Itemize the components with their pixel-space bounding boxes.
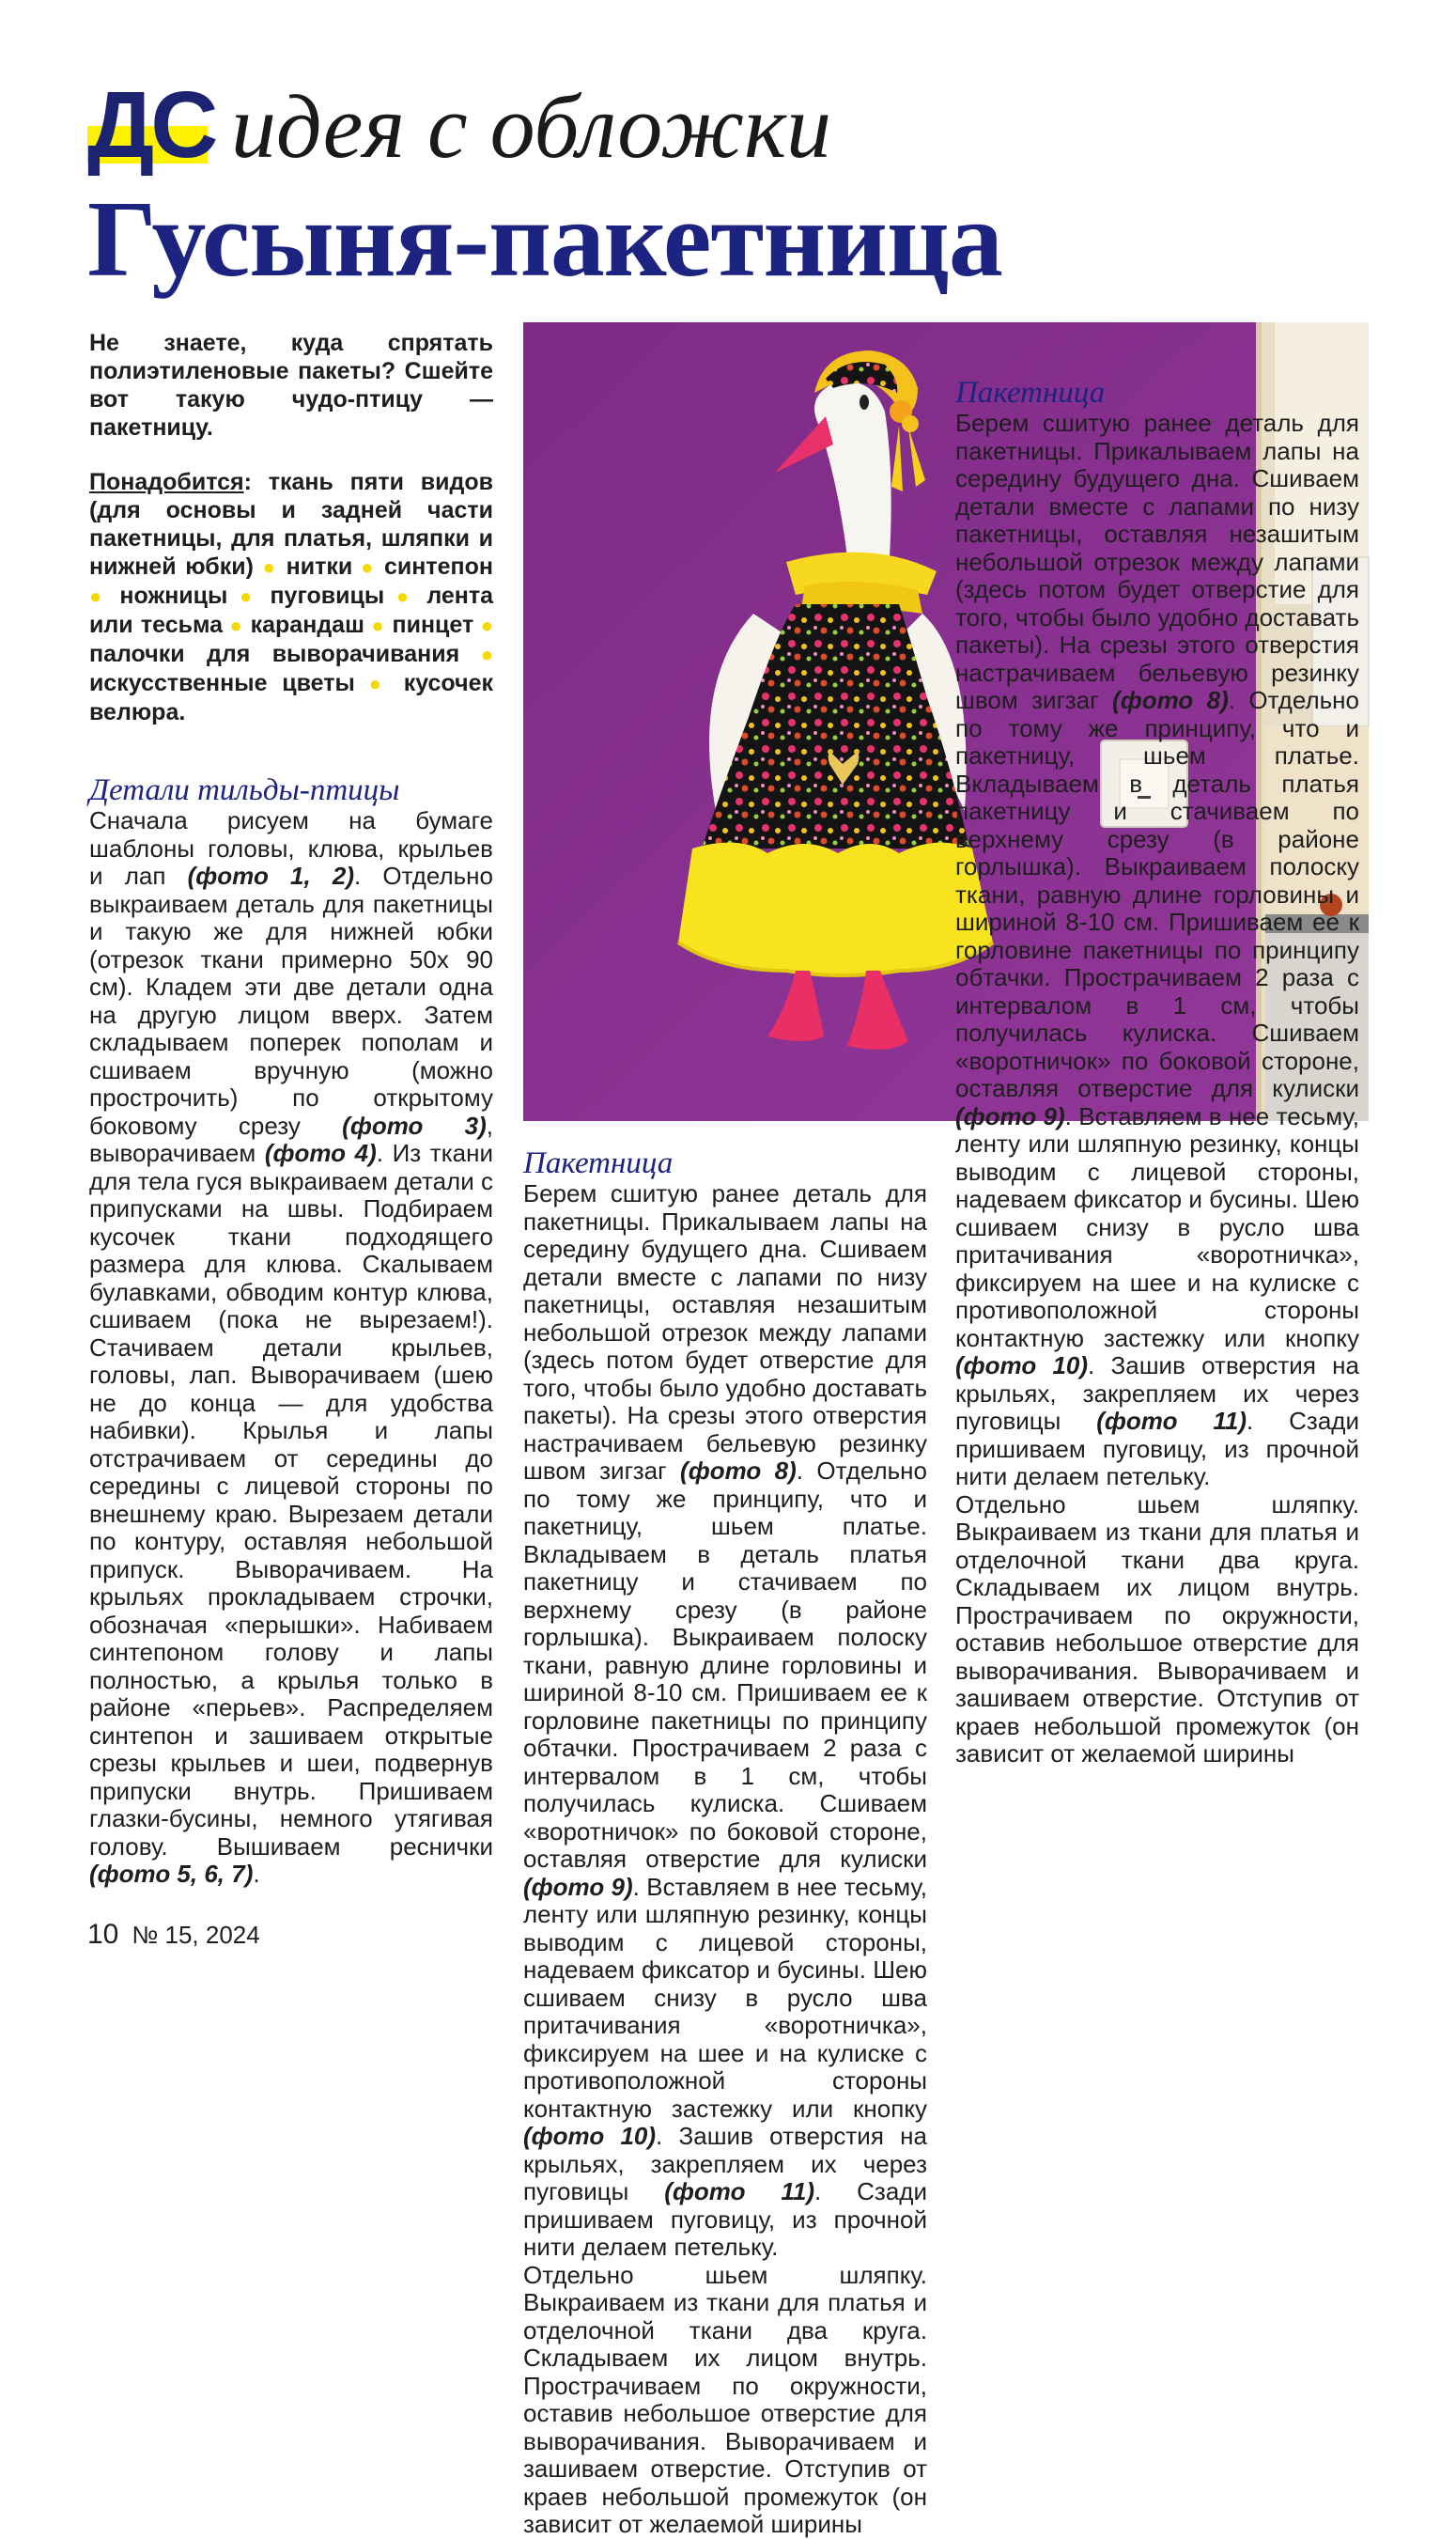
section-body: Берем сшитую ранее деталь для пакетницы. Прикалываем лапы на середину будущего дна. Сшиваем детали вместе с лапами по низу пакетницы, оставляя незашитым небольшой отрезок между лапами (здесь потом будет отверстие для того, чтобы было удобно доставать пакеты). На срезы этого отверстия настрачиваем бельевую резинку швом зигзаг (фото 8). Отдельно по тому же принципу, что и пакетницу, шьем платье. Вкладываем в деталь платья пакетницу и стачиваем по верхнему срезу (в районе горлышка). Выкраиваем полоску ткани, равную длине горловины и шириной 8-10 см. Пришиваем ее к горловине пакетницы по принципу обтачки. Прострачиваем 2 раза с интервалом в 1 см, чтобы получилась кулиска. Сшиваем «воротничок» по боковой стороне, оставляя отверстие для кулиски (фото 9). Вставляем в нее тесьму, ленту или шляпную резинку, концы выводим с лицевой стороны, надеваем фиксатор и бусины. Шею сшиваем снизу в русло шва притачивания «воротничка», фиксируем на шее и на кулиске с противоположной стороны контактную застежку или кнопку (фото 10). Зашив отверстия на крыльях, закрепляем их через пуговицы (фото 11). Сзади пришиваем пуговицу, из прочной нити делаем петельку.	[523, 1179, 927, 2261]
section-body: Берем сшитую ранее деталь для пакетницы. Прикалываем лапы на середину будущего дна. Сшиваем детали вместе с лапами по низу пакетницы, оставляя незашитым небольшой отрезок между лапами (здесь потом будет отверстие для того, чтобы было удобно доставать пакеты). На срезы этого отверстия настрачиваем бельевую резинку швом зигзаг (фото 8). Отдельно по тому же принципу, что и пакетницу, шьем платье. Вкладываем в деталь платья пакетницу и стачиваем по верхнему срезу (в районе горлышка). Выкраиваем полоску ткани, равную длине горловины и шириной 8-10 см. Пришиваем ее к горловине пакетницы по принципу обтачки. Прострачиваем 2 раза с интервалом в 1 см, чтобы получилась кулиска. Сшиваем «воротничок» по боковой стороне, оставляя отверстие для кулиски (фото 9). Вставляем в нее тесьму, ленту или шляпную резинку, концы выводим с лицевой стороны, надеваем фиксатор и бусины. Шею сшиваем снизу в русло шва притачивания «воротничка», фиксируем на шее и на кулиске с противоположной стороны контактную застежку или кнопку (фото 10). Зашив отверстия на крыльях, закрепляем их через пуговицы (фото 11). Сзади пришиваем пуговицу, из прочной нити делаем петельку.	[955, 409, 1359, 1490]
section-body-hat: Отдельно шьем шляпку. Выкраиваем из ткани для платья и отделочной ткани два круга. Складываем их лицом внутрь. Прострачиваем по окружности, оставив небольшое отверстие для выворачивания. Выворачиваем и зашиваем отверстие. Отступив от краев небольшой промежуток (он зависит от желаемой ширины	[523, 2260, 927, 2538]
material-item: карандаш	[250, 612, 364, 638]
material-item: ножницы	[119, 583, 228, 609]
section-details	[89, 773, 493, 1889]
section-heading: Детали тильды-птицы	[89, 773, 400, 807]
page-number: 10	[87, 1919, 119, 1950]
material-item: кусочек велюра.	[89, 670, 493, 725]
article-title: Гусыня-пакетница	[87, 179, 1002, 300]
material-item: пуговицы	[270, 583, 385, 609]
bullet-icon: ●	[473, 614, 493, 637]
materials-label: Понадобится	[89, 469, 244, 495]
bullet-icon: ●	[352, 555, 385, 579]
bullet-icon: ●	[364, 614, 393, 637]
section-body: Сначала рисуем на бумаге шаблоны головы, клюва, крыльев и лап (фото 1, 2). Отдельно выкраиваем деталь для пакетницы и такую же для нижней юбки (отрезок ткани примерно 50х 90 см). Кладем эти две детали одна на другую лицом вверх. Затем складываем поперек пополам и сшиваем вручную (можно прострочить) по открытому боковому срезу (фото 3), выворачиваем (фото 4). Из ткани для тела гуся выкраиваем детали с припусками на швы. Подбираем кусочек ткани подходящего размера для клюва. Скалываем булавками, обводим контур клюва, сшиваем (пока не вырезаем!). Стачиваем детали крыльев, головы, лап. Выворачиваем (шею не до конца — для удобства набивки). Крылья и лапы отстрачиваем от середины до середины с лицевой стороны по внешнему краю. Вырезаем детали по контуру, оставляя небольшой припуск. Выворачиваем. На крыльях прокладываем строчки, обозначая «перышки». Набиваем синтепоном голову и лапы полностью, а крылья только в районе «перьев». Распределяем синтепон и зашиваем открытые срезы крыльев и шеи, подвернув припуски внутрь. Пришиваем глазки-бусины, немного утягивая голову. Вышиваем реснички (фото 5, 6, 7).	[89, 806, 494, 1888]
section-bag	[523, 1146, 927, 2538]
bullet-icon: ●	[223, 614, 251, 637]
intro-lead: Не знаете, куда спрятать полиэтиленовые пакеты? Сшейте вот такую чудо-птицу — пакетницу.	[89, 330, 493, 441]
material-item: нитки	[286, 553, 353, 580]
material-item: пинцет	[392, 612, 474, 638]
bullet-icon: ●	[459, 643, 493, 666]
bullet-icon: ●	[262, 555, 287, 579]
bullet-icon: ●	[89, 584, 120, 608]
issue-number: № 15, 2024	[132, 1921, 260, 1949]
section-body-hat: Отдельно шьем шляпку. Выкраиваем из ткани для платья и отделочной ткани два круга. Складываем их лицом внутрь. Прострачиваем по окружности, оставив небольшое отверстие для выворачивания. Выворачиваем и зашиваем отверстие. Отступив от краев небольшой промежуток (он зависит от желаемой ширины	[955, 1489, 1359, 1768]
magazine-logo: ДС	[87, 72, 215, 178]
section-kicker: идея с обложки	[231, 76, 832, 177]
bullet-icon: ●	[354, 672, 404, 695]
material-item: палочки для выворачивания	[89, 641, 460, 667]
page-footer	[87, 1919, 260, 1951]
section-heading: Пакетница	[523, 1146, 674, 1180]
material-item: искусственные цветы	[89, 670, 355, 696]
bullet-icon: ●	[384, 584, 427, 608]
section-heading: Пакетница	[955, 376, 1106, 410]
section-bag-continued	[955, 376, 1359, 1898]
material-item: лента или тесьма	[89, 583, 494, 638]
bullet-icon: ●	[227, 584, 271, 608]
materials-list: Понадобится: ткань пяти видов (для основы и задней части пакетницы, для платья, шляпки и нижней юбки) ● нитки ● синтепон ● ножницы ● пуговицы ● лента или тесьма ● карандаш ● пинцет ● палочки для выворачивания ● искусственные цветы ● кусочек велюра.	[89, 469, 494, 725]
material-item: синтепон	[384, 553, 494, 580]
